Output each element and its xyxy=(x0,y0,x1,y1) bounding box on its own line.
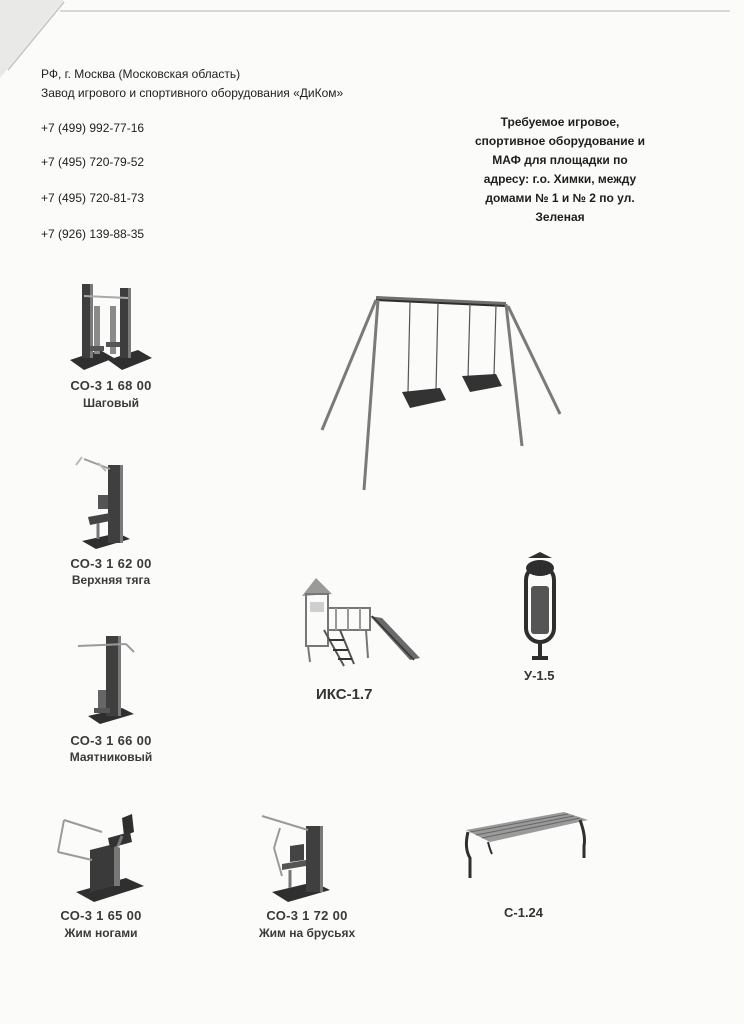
bench-image xyxy=(460,808,592,882)
playground-complex-image xyxy=(296,572,426,668)
bench-code: С-1.24 xyxy=(504,905,544,920)
leg-press-code: СО-3 1 65 00 xyxy=(60,908,142,923)
lat-pull-code: СО-3 1 62 00 xyxy=(70,556,152,571)
phone-3: +7 (495) 720-81-73 xyxy=(41,191,145,205)
bin-code: У-1.5 xyxy=(524,668,555,683)
swing-set-image xyxy=(316,290,564,494)
requirement-line: домами № 1 и № 2 по ул. xyxy=(485,191,635,205)
waste-bin-image xyxy=(520,552,560,664)
stepper-name: Шаговый xyxy=(83,396,139,410)
requirement-line: спортивное оборудование и xyxy=(474,134,646,148)
scan-edge-line xyxy=(60,10,730,12)
phone-1: +7 (499) 992-77-16 xyxy=(41,121,145,135)
pendulum-name: Маятниковый xyxy=(69,750,153,764)
requirement-line: МАФ для площадки по xyxy=(492,153,628,167)
dips-machine-image xyxy=(260,812,336,904)
phone-4: +7 (926) 139-88-35 xyxy=(41,227,145,241)
playground-code: ИКС-1.7 xyxy=(316,686,373,703)
dips-code: СО-3 1 72 00 xyxy=(266,908,348,923)
requirement-line: Зеленая xyxy=(535,210,585,224)
lat-pull-machine-image xyxy=(72,455,132,551)
pendulum-machine-image xyxy=(78,632,142,728)
requirement-line: адресу: г.о. Химки, между xyxy=(483,172,637,186)
leg-press-machine-image xyxy=(56,812,146,904)
dips-name: Жим на брусьях xyxy=(258,926,356,940)
stepper-code: СО-3 1 68 00 xyxy=(70,378,152,393)
lat-pull-name: Верхняя тяга xyxy=(71,573,151,587)
phone-2: +7 (495) 720-79-52 xyxy=(41,155,145,169)
address-text: РФ, г. Москва (Московская область) xyxy=(41,67,241,81)
pendulum-code: СО-3 1 66 00 xyxy=(70,733,152,748)
leg-press-name: Жим ногами xyxy=(64,926,138,940)
stepper-machine-image xyxy=(64,280,154,372)
requirement-text xyxy=(462,113,658,227)
company-name: Завод игрового и спортивного оборудования «ДиКом» xyxy=(41,86,344,100)
requirement-line: Требуемое игровое, xyxy=(500,115,620,129)
